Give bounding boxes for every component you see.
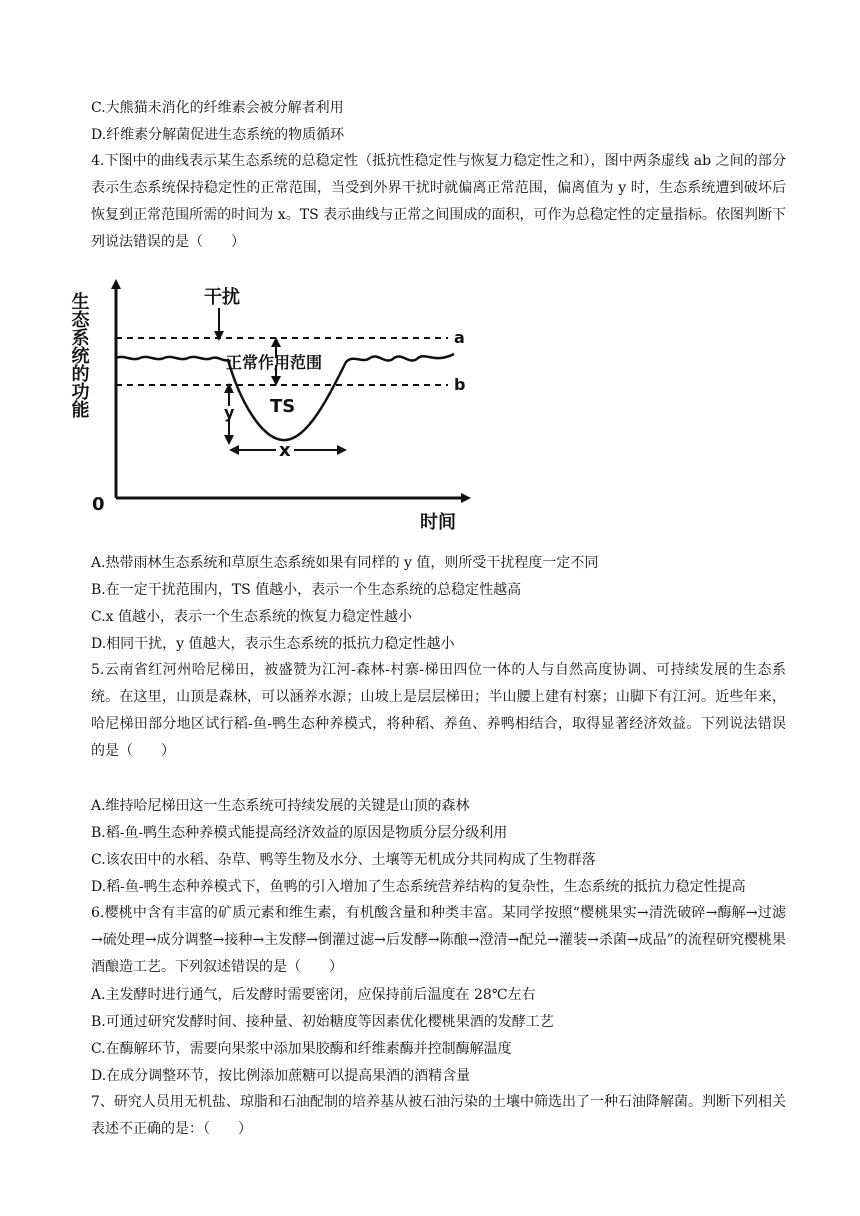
- normal-range-label: 正常作用范围: [226, 353, 323, 372]
- y-label: y: [224, 403, 235, 422]
- origin-label: 0: [92, 494, 105, 515]
- question-5-stem: 5.云南省红河州哈尼梯田，被盛赞为江河-森林-村寨-梯田四位一体的人与自然高度协调、可持续发展的生态系统。在这里，山顶是森林，可以涵养水源；山坡上是层层梯田；半山腰上建有村寨；山脚下有江河。近些年来，哈尼梯田部分地区试行稻-鱼-鸭生态种养模式，将种稻、养鱼、养鸭相结合，取得显著经济效益。下列说法错误的是（ ）: [91, 662, 786, 759]
- question-6-option-d: D.在成分调整环节，按比例添加蔗糖可以提高果酒的酒精含量: [91, 1068, 471, 1084]
- question-4-stem: 4.下图中的曲线表示某生态系统的总稳定性（抵抗性稳定性与恢复力稳定性之和），图中两条虚线 ab 之间的部分表示生态系统保持稳定性的正常范围，当受到外界干扰时就偏离正常范围，偏离值为 y 时，生态系统遭到破坏后恢复到正常范围所需的时间为 x。TS 表示曲线与正常之间围成的面积，可作为总稳定性的定量指标。依图判断下列说法错误的是（ ）: [91, 153, 786, 250]
- question-5-option-d: D.稻-鱼-鸭生态种养模式下，鱼鸭的引入增加了生态系统营养结构的复杂性，生态系统的抵抗力稳定性提高: [91, 879, 746, 895]
- ts-label: TS: [270, 396, 296, 417]
- question-6-stem: 6.樱桃中含有丰富的矿质元素和维生素，有机酸含量和种类丰富。某同学按照“樱桃果实→清洗破碎→酶解→过滤→硫处理→成分调整→接种→主发酵→倒灌过滤→后发酵→陈酿→澄清→配兑→灌装→杀菌→成品”的流程研究樱桃果酒酿造工艺。下列叙述错误的是（ ）: [91, 905, 786, 975]
- line-b-label: b: [454, 375, 466, 394]
- x-axis-label: 时间: [420, 512, 456, 533]
- question-3-option-c: C.大熊猫未消化的纤维素会被分解者利用: [91, 100, 344, 116]
- y-axis-label: 生态系统的功能: [68, 292, 90, 418]
- question-4-option-a: A.热带雨林生态系统和草原生态系统如果有同样的 y 值，则所受干扰程度一定不同: [91, 555, 599, 571]
- question-6-option-b: B.可通过研究发酵时间、接种量、初始糖度等因素优化樱桃果酒的发酵工艺: [91, 1014, 554, 1030]
- question-5-option-c: C.该农田中的水稻、杂草、鸭等生物及水分、土壤等无机成分共同构成了生物群落: [91, 852, 596, 868]
- question-4-option-d: D.相同干扰，y 值越大，表示生态系统的抵抗力稳定性越小: [91, 636, 455, 652]
- question-6-option-c: C.在酶解环节，需要向果浆中添加果胶酶和纤维素酶并控制酶解温度: [91, 1041, 512, 1057]
- question-7-stem: 7、研究人员用无机盐、琼脂和石油配制的培养基从被石油污染的土壤中筛选出了一种石油降解菌。判断下列相关表述不正确的是：（ ）: [91, 1094, 786, 1137]
- stability-diagram: [68, 270, 476, 542]
- question-6-option-a: A.主发酵时进行通气，后发酵时需要密闭，应保持前后温度在 28℃左右: [91, 987, 536, 1003]
- x-label: x: [279, 440, 291, 461]
- question-3-option-d: D.纤维素分解菌促进生态系统的物质循环: [91, 127, 345, 143]
- line-a-label: a: [454, 328, 465, 347]
- disturbance-label: 干扰: [204, 287, 240, 308]
- question-4-option-c: C.x 值越小，表示一个生态系统的恢复力稳定性越小: [91, 609, 413, 625]
- question-4-option-b: B.在一定干扰范围内，TS 值越小，表示一个生态系统的总稳定性越高: [91, 582, 522, 598]
- question-5-option-b: B.稻-鱼-鸭生态种养模式能提高经济效益的原因是物质分层分级利用: [91, 825, 508, 841]
- question-5-option-a: A.维持哈尼梯田这一生态系统可持续发展的关键是山顶的森林: [91, 798, 470, 814]
- stability-figure: [68, 270, 476, 542]
